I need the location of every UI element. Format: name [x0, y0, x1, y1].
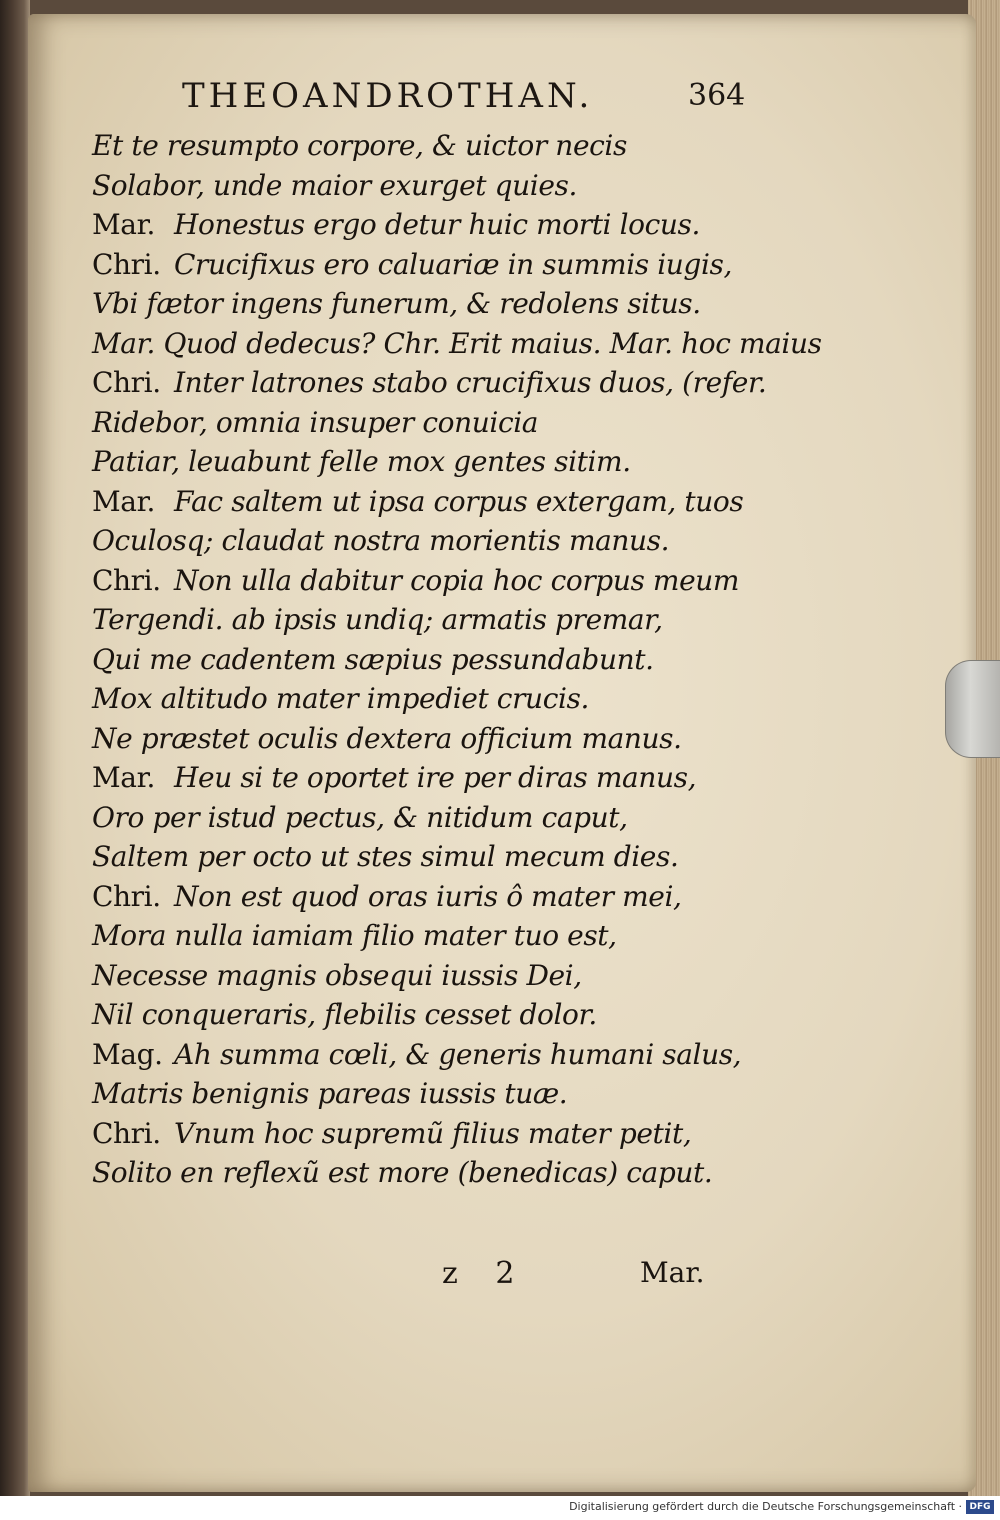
- verse-line: [92, 363, 792, 403]
- page-number: 364: [688, 78, 746, 113]
- verse-line-text: Nil conqueraris, flebilis cesset dolor.: [92, 998, 597, 1031]
- page-clip: [945, 660, 1000, 758]
- verse-line: [92, 600, 792, 640]
- speaker-label: Chri.: [92, 1116, 161, 1150]
- verse-line-text: Qui me cadentem sæpius pessundabunt.: [92, 642, 654, 676]
- verse-line: [92, 205, 792, 245]
- verse-line: [92, 640, 792, 680]
- verse-line-text: Ah summa cœli, & generis humani salus,: [174, 1037, 742, 1071]
- dfg-logo-icon: DFG: [966, 1500, 994, 1514]
- verse-line: [92, 758, 792, 798]
- verse-line-text: Mora nulla iamiam filio mater tuo est,: [92, 919, 617, 952]
- verse-line-text: Mox altitudo mater impediet crucis.: [92, 682, 590, 715]
- speaker-label: Chri.: [92, 879, 161, 913]
- verse-line-text: Honestus ergo detur huic morti locus.: [174, 208, 701, 241]
- verse-line: [92, 877, 792, 917]
- verse-line: [92, 284, 792, 324]
- speaker-label: Mag.: [92, 1037, 163, 1071]
- speaker-label: Chri.: [92, 366, 161, 399]
- verse-line-text: Heu si te oportet ire per diras manus,: [174, 761, 697, 794]
- page-header: [0, 68, 1000, 118]
- verse-line-text: Saltem per octo ut stes simul mecum dies.: [92, 840, 679, 873]
- verse-line: [92, 166, 792, 206]
- verse-line: [92, 679, 792, 719]
- verse-line: [92, 1035, 792, 1075]
- verse-line: [92, 1074, 792, 1114]
- verse-line-text: Vnum hoc supremũ filius mater petit,: [174, 1116, 692, 1150]
- verse-line: [92, 561, 792, 601]
- speaker-label: Mar.: [92, 761, 155, 794]
- verse-line: [92, 403, 792, 443]
- verse-line-text: Oculosq; claudat nostra morientis manus.: [92, 524, 670, 557]
- verse-line-text: Crucifixus ero caluariæ in summis iugis,: [174, 247, 732, 281]
- verse-line-text: Vbi fætor ingens funerum, & redolens situs.: [92, 287, 701, 320]
- verse-line: [92, 1114, 792, 1154]
- verse-line-text: Non ulla dabitur copia hoc corpus meum: [174, 563, 740, 597]
- verse-line-text: Ridebor, omnia insuper conuicia: [92, 405, 539, 439]
- verse-line-text: Non est quod oras iuris ô mater mei,: [174, 879, 682, 913]
- verse-line: [92, 442, 792, 482]
- verse-line: [92, 521, 792, 561]
- verse-line: [92, 956, 792, 996]
- verse-line: [92, 798, 792, 838]
- verse-line-text: Ne præstet oculis dextera officium manus.: [92, 721, 682, 755]
- verse-line-text: Solabor, unde maior exurget quies.: [92, 168, 577, 202]
- verse-line-text: Et te resumpto corpore, & uictor necis: [92, 129, 627, 162]
- verse-line: [92, 916, 792, 956]
- verse-line: [92, 1153, 792, 1193]
- verse-line: [92, 324, 822, 364]
- verse-line-text: Inter latrones stabo crucifixus duos, (refer.: [174, 366, 767, 399]
- verse-line-text: Tergendi. ab ipsis undiq; armatis premar,: [92, 603, 663, 636]
- verse-line-text: Fac saltem ut ipsa corpus extergam, tuos: [174, 484, 744, 518]
- verse-line-text: Oro per istud pectus, & nitidum caput,: [92, 800, 628, 834]
- verse-line: [92, 126, 792, 166]
- verse-line: [92, 482, 792, 522]
- verse-line: [92, 245, 792, 285]
- speaker-label: Mar.: [92, 484, 155, 518]
- running-title: THEOANDROTHAN.: [182, 76, 594, 116]
- verse-line: [92, 719, 792, 759]
- verse-text: [92, 126, 822, 1193]
- credit-bar: [0, 1496, 1000, 1520]
- speaker-label: Chri.: [92, 563, 161, 597]
- speaker-label: Chri.: [92, 247, 161, 281]
- verse-line: [92, 837, 792, 877]
- page-footer: [0, 1250, 1000, 1290]
- verse-line: [92, 995, 792, 1035]
- verse-line-text: Patiar, leuabunt felle mox gentes sitim.: [92, 445, 631, 478]
- funding-credit: Digitalisierung gefördert durch die Deutsche Forschungsgemeinschaft ·: [569, 1500, 962, 1513]
- signature-mark: z 2: [442, 1256, 529, 1291]
- verse-line-text: Necesse magnis obsequi iussis Dei,: [92, 958, 582, 992]
- catchword: Mar.: [640, 1256, 705, 1289]
- speaker-label: Mar.: [92, 208, 155, 241]
- verse-line-text: Matris benignis pareas iussis tuæ.: [92, 1077, 568, 1110]
- verse-line-text: Solito en reflexũ est more (benedicas) caput.: [92, 1156, 713, 1189]
- verse-line-text: Mar. Quod dedecus? Chr. Erit maius. Mar. hoc maius: [92, 326, 822, 360]
